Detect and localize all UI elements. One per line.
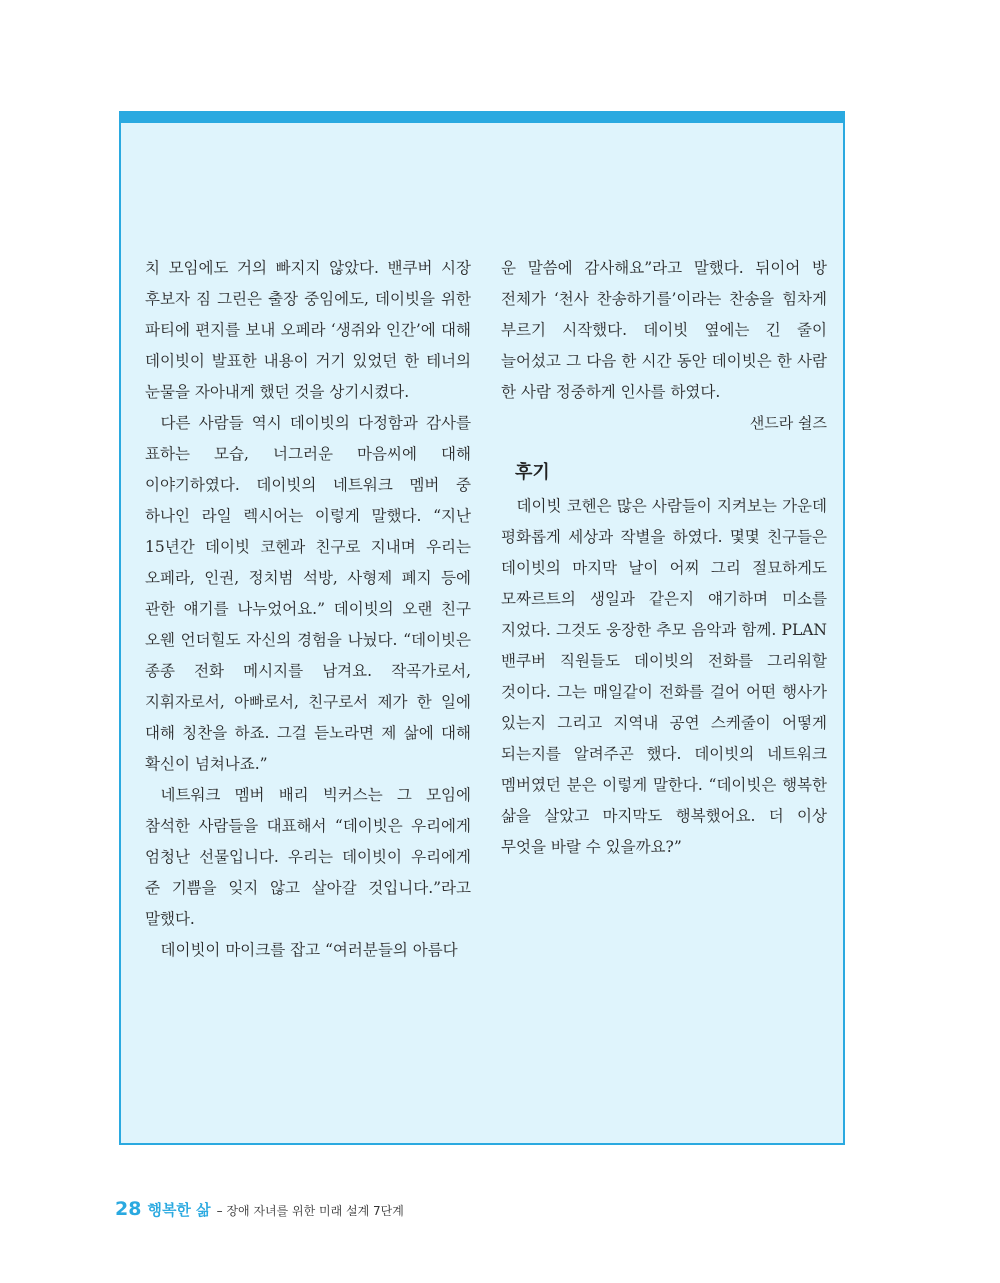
book-title: 행복한 삶 xyxy=(147,1201,211,1219)
body-paragraph: 다른 사람들 역시 데이빗의 다정함과 감사를 표하는 모습, 너그러운 마음씨에 대해 이야기하였다. 데이빗의 네트워크 멤버 중 하나인 라일 렉시어는 이렇게 말했다. “지난 15년간 데이빗 코헨과 친구로 지내며 우리는 오페라, 인권, 정치범 석방, 사형제 폐지 등에 관한 얘기를 나누었어요.” 데이빗의 오랜 친구 오웬 언더힐도 자신의 경험을 나눴다. “데이빗은 종종 전화 메시지를 남겨요. 작곡가로서, 지휘자로서, 아빠로서, 친구로서 제가 한 일에 대해 칭찬을 하죠. 그걸 듣노라면 제 삶에 대해 확신이 넘쳐나죠.” xyxy=(145,414,471,773)
page-number: 28 xyxy=(115,1198,142,1220)
book-subtitle: – 장애 자녀를 위한 미래 설계 7단계 xyxy=(216,1204,404,1218)
left-column xyxy=(145,253,471,966)
section-heading: 후기 xyxy=(515,462,550,483)
body-paragraph: 데이빗이 마이크를 잡고 “여러분들의 아름다 xyxy=(160,941,458,959)
body-paragraph: 데이빗 코헨은 많은 사람들이 지켜보는 가운데 평화롭게 세상과 작별을 하였다. 몇몇 친구들은 데이빗의 마지막 날이 어찌 그리 절묘하게도 모짜르트의 생일과 같은지 얘기하며 미소를 지었다. 그것도 웅장한 추모 음악과 함께. PLAN 밴쿠버 직원들도 데이빗의 전화를 그리워할 것이다. 그는 매일같이 전화를 걸어 어떤 행사가 있는지 그리고 지역내 공연 스케줄이 어떻게 되는지를 알려주곤 했다. 데이빗의 네트워크 멤버였던 분은 이렇게 말한다. “데이빗은 행복한 삶을 살았고 마지막도 행복했어요. 더 이상 무엇을 바랄 수 있을까요?” xyxy=(501,497,827,856)
page-footer xyxy=(115,1198,404,1220)
author-signature: 샌드라 쉴즈 xyxy=(749,414,827,432)
body-paragraph: 네트워크 멤버 배리 빅커스는 그 모임에 참석한 사람들을 대표해서 “데이빗은 우리에게 엄청난 선물입니다. 우리는 데이빗이 우리에게 준 기쁨을 잊지 않고 살아갈 것입니다.”라고 말했다. xyxy=(145,786,471,928)
right-column xyxy=(501,253,827,863)
content-panel xyxy=(119,111,845,1145)
body-paragraph: 운 말씀에 감사해요”라고 말했다. 뒤이어 방 전체가 ‘천사 찬송하기를’이라는 찬송을 힘차게 부르기 시작했다. 데이빗 옆에는 긴 줄이 늘어섰고 그 다음 한 시간 동안 데이빗은 한 사람 한 사람 정중하게 인사를 하였다. xyxy=(501,259,827,401)
body-paragraph: 치 모임에도 거의 빠지지 않았다. 밴쿠버 시장 후보자 짐 그린은 출장 중임에도, 데이빗을 위한 파티에 편지를 보내 오페라 ‘생쥐와 인간’에 대해 데이빗이 발표한 내용이 거기 있었던 한 테너의 눈물을 자아내게 했던 것을 상기시켰다. xyxy=(145,259,471,401)
